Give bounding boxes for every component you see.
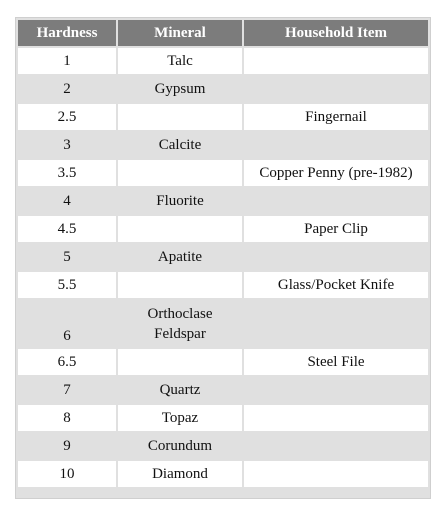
mineral-cell <box>118 272 242 298</box>
hardness-cell: 5 <box>18 244 116 270</box>
hardness-cell: 4.5 <box>18 216 116 242</box>
header-hardness: Hardness <box>18 20 116 46</box>
mineral-cell: Topaz <box>118 405 242 431</box>
hardness-cell: 3.5 <box>18 160 116 186</box>
household-item-cell <box>244 405 428 431</box>
table-row <box>18 433 428 459</box>
mineral-cell: Apatite <box>118 244 242 270</box>
mineral-line: Orthoclase <box>147 305 213 322</box>
table-row <box>18 216 428 242</box>
hardness-cell: 2 <box>18 76 116 102</box>
header-household-item: Household Item <box>244 20 428 46</box>
hardness-cell: 10 <box>18 461 116 487</box>
mineral-cell <box>118 300 242 347</box>
hardness-cell: 4 <box>18 188 116 214</box>
hardness-cell: 8 <box>18 405 116 431</box>
table-row <box>18 272 428 298</box>
household-item-cell: Copper Penny (pre-1982) <box>244 160 428 186</box>
mineral-cell: Gypsum <box>118 76 242 102</box>
mineral-cell <box>118 104 242 130</box>
mineral-cell: Quartz <box>118 377 242 403</box>
hardness-cell: 9 <box>18 433 116 459</box>
household-item-cell <box>244 433 428 459</box>
mineral-cell: Fluorite <box>118 188 242 214</box>
table-row <box>18 132 428 158</box>
table-row <box>18 244 428 270</box>
table-row <box>18 461 428 487</box>
hardness-cell: 6.5 <box>18 349 116 375</box>
mineral-cell <box>118 349 242 375</box>
table-row <box>18 48 428 74</box>
household-item-cell <box>244 76 428 102</box>
hardness-cell: 2.5 <box>18 104 116 130</box>
hardness-cell: 7 <box>18 377 116 403</box>
household-item-cell: Fingernail <box>244 104 428 130</box>
household-item-cell <box>244 377 428 403</box>
table-row <box>18 160 428 186</box>
household-item-cell <box>244 188 428 214</box>
table-row <box>18 188 428 214</box>
mineral-cell <box>118 160 242 186</box>
household-item-cell <box>244 461 428 487</box>
table-row <box>18 300 428 347</box>
household-item-cell <box>244 300 428 347</box>
table-row <box>18 104 428 130</box>
mineral-cell: Talc <box>118 48 242 74</box>
household-item-cell: Steel File <box>244 349 428 375</box>
household-item-cell <box>244 244 428 270</box>
mineral-cell: Corundum <box>118 433 242 459</box>
hardness-cell: 5.5 <box>18 272 116 298</box>
mohs-hardness-table <box>16 18 430 489</box>
table-row <box>18 405 428 431</box>
household-item-cell <box>244 48 428 74</box>
mineral-cell <box>118 216 242 242</box>
household-item-cell <box>244 132 428 158</box>
table-row <box>18 349 428 375</box>
header-mineral: Mineral <box>118 20 242 46</box>
mineral-line: Feldspar <box>154 325 206 342</box>
mineral-cell: Calcite <box>118 132 242 158</box>
table-row <box>18 76 428 102</box>
hardness-cell: 6 <box>18 300 116 347</box>
household-item-cell: Paper Clip <box>244 216 428 242</box>
mineral-cell: Diamond <box>118 461 242 487</box>
hardness-cell: 1 <box>18 48 116 74</box>
table-row <box>18 377 428 403</box>
hardness-cell: 3 <box>18 132 116 158</box>
header-row <box>18 20 428 46</box>
household-item-cell: Glass/Pocket Knife <box>244 272 428 298</box>
